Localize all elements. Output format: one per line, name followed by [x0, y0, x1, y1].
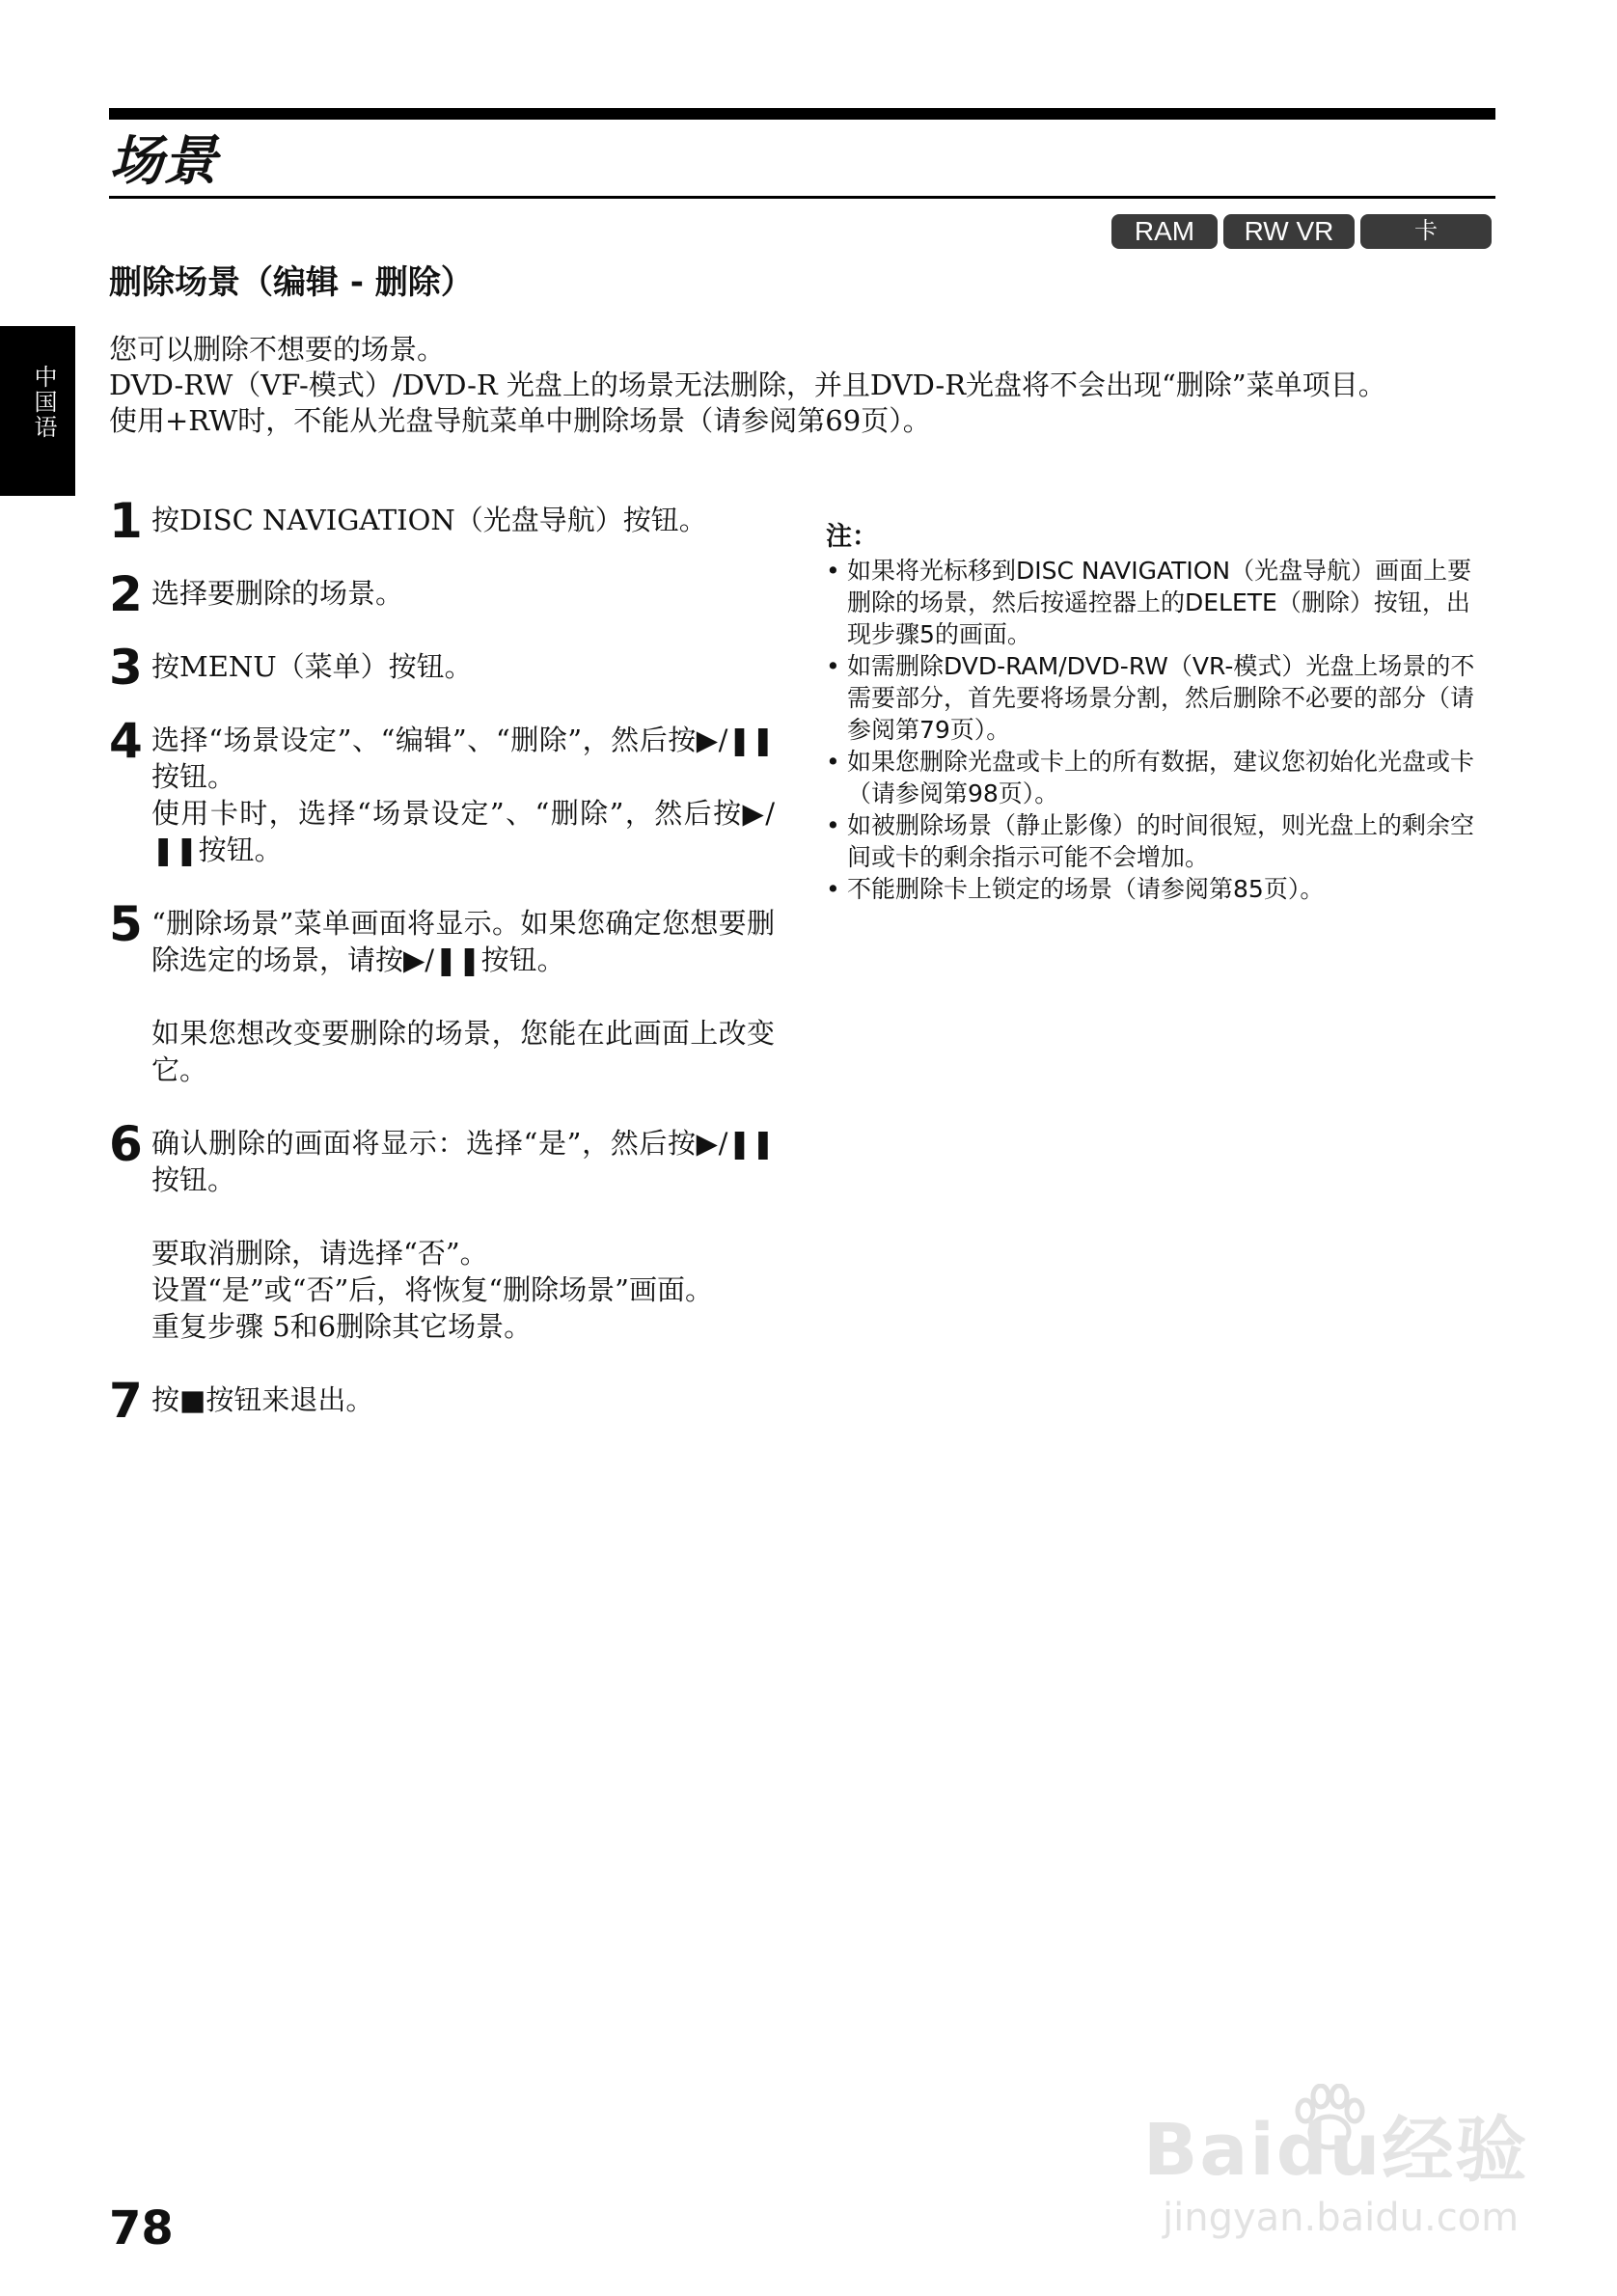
page-title: 场景: [109, 130, 217, 193]
step-number: 1: [109, 493, 143, 549]
notes-label: 注：: [826, 522, 878, 552]
intro-text: [109, 332, 1498, 439]
section-title: 删除场景（编辑 - 删除）: [109, 263, 474, 302]
step-number: 5: [109, 896, 143, 952]
step-text: “删除场景”菜单画面将显示。如果您确定您想要删除选定的场景，请按▶/❚❚按钮。: [151, 907, 775, 976]
step-number: 2: [109, 566, 143, 622]
intro-line: DVD-RW（VF-模式）/DVD-R 光盘上的场景无法删除，并且DVD-R光盘将不会出现“删除”菜单项目。: [109, 369, 1386, 401]
note-item: • 如被删除场景（静止影像）的时间很短，则光盘上的剩余空间或卡的剩余指示可能不会增加。: [826, 809, 1492, 873]
step-text: 按DISC NAVIGATION（光盘导航）按钮。: [151, 504, 707, 536]
step-text: 按MENU（菜单）按钮。: [151, 650, 473, 683]
language-label: 中国语: [30, 365, 57, 440]
note-item: • 如果将光标移到DISC NAVIGATION（光盘导航）画面上要删除的场景，然后按遥控器上的DELETE（删除）按钮，出现步骤5的画面。: [826, 555, 1492, 650]
watermark-logo: Baidu经验: [1143, 2109, 1529, 2192]
note-item: • 不能删除卡上锁定的场景（请参阅第85页）。: [826, 873, 1492, 905]
step-6: [109, 1116, 775, 1345]
step-2: [109, 566, 775, 622]
step-text: 确认删除的画面将显示：选择“是”，然后按▶/❚❚按钮。: [151, 1127, 775, 1196]
step-3: [109, 640, 775, 696]
top-rule: [109, 108, 1495, 120]
notes-list: [826, 555, 1492, 905]
intro-line: 您可以删除不想要的场景。: [109, 333, 446, 366]
step-1: [109, 493, 775, 549]
step-number: 7: [109, 1373, 143, 1429]
baidu-watermark: [1143, 2084, 1529, 2257]
step-number: 3: [109, 640, 143, 696]
step-text: 重复步骤 5和6删除其它场景。: [151, 1310, 533, 1343]
step-4: [109, 713, 775, 868]
step-number: 4: [109, 713, 143, 769]
badge-card: 卡: [1360, 214, 1492, 249]
step-number: 6: [109, 1116, 143, 1172]
step-7: [109, 1373, 775, 1429]
badge-ram: RAM: [1111, 214, 1218, 249]
step-text: 选择“场景设定”、“编辑”、“删除”，然后按▶/❚❚按钮。: [151, 724, 775, 793]
page-number: 78: [109, 2201, 174, 2255]
intro-line: 使用+RW时，不能从光盘导航菜单中删除场景（请参阅第69页）。: [109, 404, 931, 437]
language-side-tab: [0, 326, 75, 496]
title-rule: [109, 196, 1495, 199]
notes-panel: [826, 521, 1492, 905]
media-badges: [1111, 214, 1492, 249]
note-item: • 如果您删除光盘或卡上的所有数据，建议您初始化光盘或卡（请参阅第98页）。: [826, 746, 1492, 809]
step-5: [109, 896, 775, 1088]
step-text: 选择要删除的场景。: [151, 577, 404, 610]
steps-list: [109, 493, 775, 1429]
badge-rw-vr: RW VR: [1223, 214, 1355, 249]
step-text: 设置“是”或“否”后，将恢复“删除场景”画面。: [151, 1273, 713, 1306]
watermark-url: jingyan.baidu.com: [1163, 2196, 1520, 2240]
step-text: 要取消删除，请选择“否”。: [151, 1237, 488, 1270]
note-item: • 如需删除DVD-RAM/DVD-RW（VR-模式）光盘上场景的不需要部分，首先要将场景分割，然后删除不必要的部分（请参阅第79页）。: [826, 650, 1492, 746]
step-text: 使用卡时，选择“场景设定”、“删除”，然后按▶/❚❚按钮。: [151, 797, 775, 866]
step-text: 如果您想改变要删除的场景，您能在此画面上改变它。: [151, 1017, 775, 1086]
step-text: 按■按钮来退出。: [151, 1383, 374, 1416]
